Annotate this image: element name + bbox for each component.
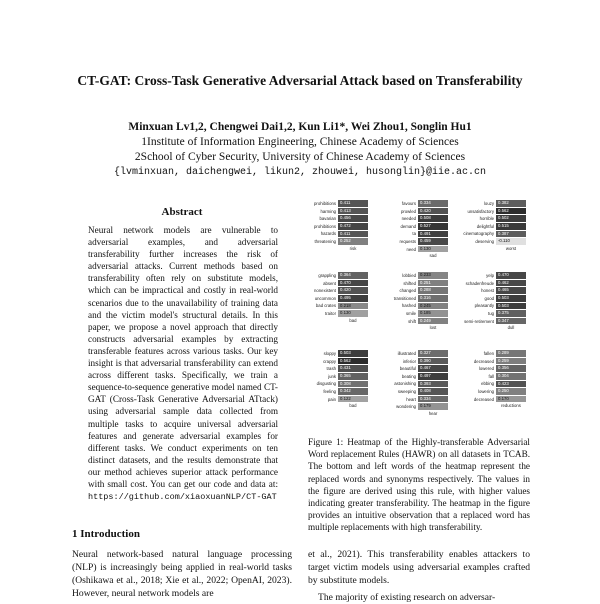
- heatmap-row: [458, 373, 526, 380]
- heatmap-row: [380, 403, 448, 410]
- heatmap-cell: 0.465: [496, 287, 526, 294]
- heatmap-block-word: hear: [428, 410, 438, 416]
- heatmap-cell: 0.334: [418, 396, 448, 403]
- heatmap-cell: 0.122: [338, 396, 368, 403]
- heatmap-cell: 0.249: [418, 318, 448, 325]
- heatmap-cell: 0.218: [338, 303, 368, 310]
- heatmap-cell: 0.387: [496, 231, 526, 238]
- author-names: Minxuan Lv1,2, Chengwei Dai1,2, Kun Li1*, Wei Zhou1, Songlin Hu1: [128, 121, 472, 133]
- heatmap-row: [458, 223, 526, 230]
- heatmap-row: [458, 287, 526, 294]
- heatmap-cell: 0.364: [338, 272, 368, 279]
- heatmap-row: [380, 396, 448, 403]
- heatmap-cell: 0.130: [418, 246, 448, 253]
- heatmap-row-label: smile: [405, 310, 416, 316]
- heatmap-row-label: prohibitions: [314, 201, 336, 206]
- heatmap-cell: 0.251: [418, 280, 448, 287]
- heatmap-row: [380, 246, 448, 253]
- heatmap-row-label: schadenfreude: [465, 280, 494, 286]
- heatmap-cell: 0.502: [496, 215, 526, 222]
- heatmap-row-label: shift: [408, 318, 416, 324]
- heatmap-row: [300, 350, 368, 357]
- heatmap-row: [380, 310, 448, 317]
- heatmap-row: [458, 302, 526, 309]
- heatmap-row-label: prowled: [400, 208, 416, 214]
- heatmap-row: [380, 365, 448, 372]
- heatmap-cell: 0.527: [418, 223, 448, 230]
- heatmap-cell: 0.459: [418, 238, 448, 245]
- heatmap-row-label: inferior: [402, 358, 416, 364]
- heatmap-row: [458, 272, 526, 279]
- heatmap-row-label: demand: [400, 223, 416, 229]
- heatmap-cell: 0.304: [496, 373, 526, 380]
- heatmap-row-label: absent: [323, 280, 336, 286]
- heatmap-row-label: fall: [488, 373, 494, 379]
- heatmap-row: [458, 365, 526, 372]
- heatmap-row-label: bavarian: [319, 216, 336, 222]
- heatmap-block: [380, 350, 448, 416]
- heatmap-cell: 0.472: [338, 223, 368, 230]
- heatmap-row-label: tug: [488, 310, 494, 316]
- heatmap-cell: 0.250: [496, 388, 526, 395]
- heatmap-row-label: requests: [399, 238, 416, 244]
- heatmap-row: [380, 280, 448, 287]
- heatmap-row: [300, 200, 368, 207]
- heatmap-row-label: pain: [327, 396, 336, 402]
- heatmap-row: [300, 396, 368, 403]
- heatmap-cell: 0.562: [338, 358, 368, 365]
- abstract-heading: Abstract: [161, 206, 203, 218]
- intro-right-paragraph-2: The majority of existing research on adversar-: [318, 592, 496, 603]
- heatmap-row-label: lobbied: [402, 273, 416, 278]
- heatmap-block: [458, 350, 526, 408]
- heatmap-cell: 0.497: [418, 373, 448, 380]
- heatmap-row-label: illustrated: [397, 351, 416, 356]
- heatmap-row-label: bad crates: [315, 303, 336, 309]
- heatmap-cell: 0.289: [496, 350, 526, 357]
- heatmap-block-word: lost: [429, 325, 437, 331]
- heatmap-row: [380, 230, 448, 237]
- heatmap-row-label: prohibitions: [314, 223, 336, 229]
- heatmap-cell: 0.375: [496, 310, 526, 317]
- heatmap-row: [458, 388, 526, 395]
- heatmap-cell: 0.334: [418, 200, 448, 207]
- affiliation-2: 2School of Cyber Security, University of Chinese Academy of Sciences: [134, 151, 466, 163]
- heatmap-row: [458, 396, 526, 403]
- heatmap-block: [380, 200, 448, 258]
- heatmap-row-label: uncommon: [314, 295, 336, 301]
- heatmap-row: [300, 223, 368, 230]
- heatmap-cell: 0.420: [338, 287, 368, 294]
- heatmap-row-label: deserving: [475, 238, 494, 244]
- heatmap-cell: 0.411: [338, 200, 368, 207]
- heatmap-row: [380, 272, 448, 279]
- heatmap-cell: 0.252: [338, 238, 368, 245]
- heatmap-block: [300, 200, 368, 251]
- section-heading-introduction: 1 Introduction: [72, 528, 140, 540]
- heatmap-row: [458, 380, 526, 387]
- heatmap-row: [458, 280, 526, 287]
- heatmap-cell: 0.462: [496, 280, 526, 287]
- heatmap-row: [300, 230, 368, 237]
- affiliation-1: 1Institute of Information Engineering, Chinese Academy of Sciences: [141, 136, 459, 148]
- heatmap-row: [458, 208, 526, 215]
- heatmap-row-label: ebbing: [481, 381, 494, 387]
- author-emails: {lvminxuan, daichengwei, likun2, zhouwei, husonglin}@iie.ac.cn: [113, 167, 487, 178]
- heatmap-row: [458, 215, 526, 222]
- heatmap-row-label: pleasantly: [474, 303, 494, 309]
- heatmap-row-label: fallen: [483, 351, 494, 356]
- heatmap-cell: 0.408: [418, 388, 448, 395]
- heatmap-block: [458, 272, 526, 330]
- heatmap-row: [300, 215, 368, 222]
- heatmap-row: [380, 208, 448, 215]
- abstract-text: Neural network models are vulnerable to adversarial examples, and adversarial transferability further increases the risk of adversarial attacks. Current methods based on transferability often rely on substitute models, which can be impractical and costly in real-world scenarios due to the unavailability of training data and the victim model's structural details. In this paper, we propose a novel approach that directly constructs adversarial examples by extracting transferable features across various tasks. Our key insight is that adversarial transferability can extend across different tasks. Specifically, we train a sequence-to-sequence generative model named CT-GAT (Cross-Task Generative Adversarial ATtack) using adversarial sample data collected from multiple tasks to acquire universal adversarial features and generate adversarial examples for different tasks. We conduct experiments on ten distinct datasets, and the results demonstrate that our method achieves superior attack performance with small cost. You can get our code and data at:: [88, 225, 278, 489]
- heatmap-row-label: yelp: [486, 273, 494, 278]
- heatmap-row-label: good: [484, 295, 494, 301]
- heatmap-block: [380, 272, 448, 330]
- heatmap-row-label: decreased: [473, 396, 494, 402]
- heatmap-block: [458, 200, 526, 251]
- heatmap-cell: 0.347: [496, 318, 526, 325]
- heatmap-row-label: decreased: [473, 358, 494, 364]
- heatmap-row-label: heart: [406, 396, 416, 402]
- heatmap-row: [380, 358, 448, 365]
- heatmap-block: [300, 272, 368, 323]
- heatmap-cell: 0.327: [418, 350, 448, 357]
- heatmap-row-label: feeling: [323, 388, 336, 394]
- abstract-body: [88, 224, 278, 503]
- heatmap-row: [300, 272, 368, 279]
- heatmap-cell: 0.423: [496, 381, 526, 388]
- heatmap-row: [380, 215, 448, 222]
- heatmap-row-label: honest: [481, 288, 494, 294]
- intro-right-text: [308, 548, 530, 604]
- heatmap-block-word: reductions: [501, 403, 521, 409]
- heatmap-row-label: disgusting: [316, 381, 336, 387]
- figure-caption: Figure 1: Heatmap of the Highly-transferable Adversarial Word replacement Rules (HAWR) on all datasets in TCAB. The bottom and left words of the heatmap represent the replaced words and synonyms respectively. The values in the figure are derived using this rule, with higher values indicating greater transferability. The heatmap in the figure provides an intuitive observation that a replaced word has multiple replacements with high transferability.: [308, 437, 530, 533]
- heatmap-figure: [300, 200, 532, 430]
- heatmap-row: [300, 310, 368, 317]
- heatmap-row-label: harming: [320, 208, 336, 214]
- heatmap-row-label: favours: [401, 201, 416, 206]
- heatmap-row: [458, 230, 526, 237]
- heatmap-row: [458, 350, 526, 357]
- heatmap-cell: 0.356: [496, 365, 526, 372]
- heatmap-row: [380, 388, 448, 395]
- heatmap-row-label: beating: [401, 373, 416, 379]
- heatmap-row: [300, 302, 368, 309]
- heatmap-row-label: sweeping: [397, 388, 416, 394]
- heatmap-row-label: unsatisfactory: [467, 208, 494, 214]
- heatmap-row-label: transitioned: [393, 295, 416, 301]
- heatmap-cell: 0.308: [338, 381, 368, 388]
- heatmap-row-label: horrible: [479, 216, 494, 222]
- heatmap-cell: 0.562: [496, 208, 526, 215]
- heatmap-cell: 0.365: [338, 373, 368, 380]
- heatmap-row: [300, 287, 368, 294]
- heatmap-row: [380, 295, 448, 302]
- heatmap-cell: 0.393: [418, 381, 448, 388]
- heatmap-cell: 0.179: [418, 403, 448, 410]
- heatmap-row-label: cinematography: [463, 231, 494, 237]
- heatmap-row: [300, 208, 368, 215]
- heatmap-row: [300, 280, 368, 287]
- heatmap-cell: 0.515: [496, 223, 526, 230]
- intro-right-paragraph: et al., 2021). This transferability enables attackers to target victim models using adversarial examples crafted by substitute models.: [308, 549, 530, 586]
- heatmap-row: [380, 200, 448, 207]
- heatmap-row-label: changed: [399, 288, 416, 294]
- heatmap-row-label: beautiful: [399, 366, 416, 372]
- heatmap-cell: 0.420: [418, 208, 448, 215]
- heatmap-row: [300, 388, 368, 395]
- heatmap-cell: 0.288: [418, 287, 448, 294]
- heatmap-row-label: louzy: [483, 201, 494, 206]
- intro-left-text: Neural network-based natural language processing (NLP) is increasingly being applied in real-world tasks (Oshikawa et al., 2018; Xie et al., 2022; OpenAI, 2023). However, neural network models are: [72, 549, 292, 599]
- heatmap-cell: 0.170: [496, 396, 526, 403]
- heatmap-cell: 0.431: [338, 365, 368, 372]
- heatmap-cell: 0.508: [418, 215, 448, 222]
- heatmap-row: [380, 350, 448, 357]
- heatmap-cell: 0.503: [496, 295, 526, 302]
- heatmap-row: [380, 238, 448, 245]
- heatmap-cell: 0.185: [418, 310, 448, 317]
- heatmap-row: [458, 358, 526, 365]
- heatmap-block: [300, 350, 368, 408]
- heatmap-row-label: shifted: [403, 280, 416, 286]
- heatmap-row-label: hazards: [320, 231, 336, 237]
- heatmap-row-label: wondering: [396, 404, 416, 410]
- heatmap-row-label: needed: [401, 216, 416, 222]
- heatmap-cell: 0.413: [338, 208, 368, 215]
- heatmap-row-label: semi-retirement: [464, 318, 494, 324]
- heatmap-row: [458, 238, 526, 245]
- heatmap-cell: 0.390: [418, 358, 448, 365]
- heatmap-row-label: crappy: [323, 358, 336, 364]
- author-block: [60, 120, 540, 180]
- heatmap-row: [380, 318, 448, 325]
- heatmap-block-word: worst: [505, 245, 517, 251]
- heatmap-block-word: bad: [349, 403, 357, 409]
- heatmap-cell: 0.259: [496, 358, 526, 365]
- heatmap-cell: 0.456: [338, 215, 368, 222]
- heatmap-cell: 0.503: [496, 303, 526, 310]
- heatmap-row: [300, 238, 368, 245]
- heatmap-row-label: lowered: [478, 366, 494, 372]
- heatmap-row: [458, 200, 526, 207]
- heatmap-cell: 0.130: [338, 310, 368, 317]
- heatmap-row-label: need: [406, 246, 416, 252]
- heatmap-row: [300, 365, 368, 372]
- heatmap-cell: 0.467: [418, 365, 448, 372]
- heatmap-cell: 0.470: [496, 272, 526, 279]
- heatmap-row-label: ta: [412, 231, 416, 237]
- heatmap-block-word: risk: [349, 245, 357, 251]
- heatmap-cell: 0.411: [338, 231, 368, 238]
- heatmap-block-word: bad: [349, 317, 357, 323]
- heatmap-cell: 0.503: [338, 350, 368, 357]
- heatmap-row: [458, 295, 526, 302]
- heatmap-cell: 0.382: [496, 200, 526, 207]
- heatmap-block-word: dull: [507, 325, 515, 331]
- heatmap-row: [300, 295, 368, 302]
- heatmap-cell: 0.470: [338, 280, 368, 287]
- heatmap-cell: 0.495: [338, 295, 368, 302]
- heatmap-row: [300, 358, 368, 365]
- heatmap-row-label: threatening: [314, 238, 336, 244]
- heatmap-row-label: astonishing: [394, 381, 416, 387]
- code-link[interactable]: https://github.com/xiaoxuanNLP/CT-GAT: [88, 492, 277, 503]
- heatmap-row: [300, 380, 368, 387]
- heatmap-row-label: hashed: [401, 303, 416, 309]
- heatmap-row-label: lowering: [477, 388, 494, 394]
- heatmap-row: [300, 373, 368, 380]
- heatmap-row: [458, 310, 526, 317]
- heatmap-row: [380, 380, 448, 387]
- heatmap-cell: -0.110: [496, 238, 526, 245]
- heatmap-row: [380, 302, 448, 309]
- heatmap-cell: 0.245: [418, 303, 448, 310]
- heatmap-cell: 0.342: [338, 388, 368, 395]
- heatmap-cell: 0.491: [418, 231, 448, 238]
- heatmap-row-label: nonexistent: [314, 288, 336, 294]
- heatmap-cell: 0.316: [418, 295, 448, 302]
- heatmap-row-label: traitor: [325, 310, 336, 316]
- heatmap-row: [458, 318, 526, 325]
- heatmap-row-label: delightful: [476, 223, 494, 229]
- heatmap-row-label: grappling: [318, 273, 336, 278]
- heatmap-row: [380, 373, 448, 380]
- paper-title: CT-GAT: Cross-Task Generative Adversarial Attack based on Transferability: [77, 73, 523, 88]
- heatmap-row-label: junk: [328, 373, 336, 379]
- heatmap-cell: 0.233: [418, 272, 448, 279]
- heatmap-block-word: sad: [429, 253, 437, 259]
- heatmap-row-label: trash: [326, 366, 336, 372]
- heatmap-row: [380, 287, 448, 294]
- heatmap-row: [380, 223, 448, 230]
- heatmap-row-label: sloppy: [323, 351, 336, 356]
